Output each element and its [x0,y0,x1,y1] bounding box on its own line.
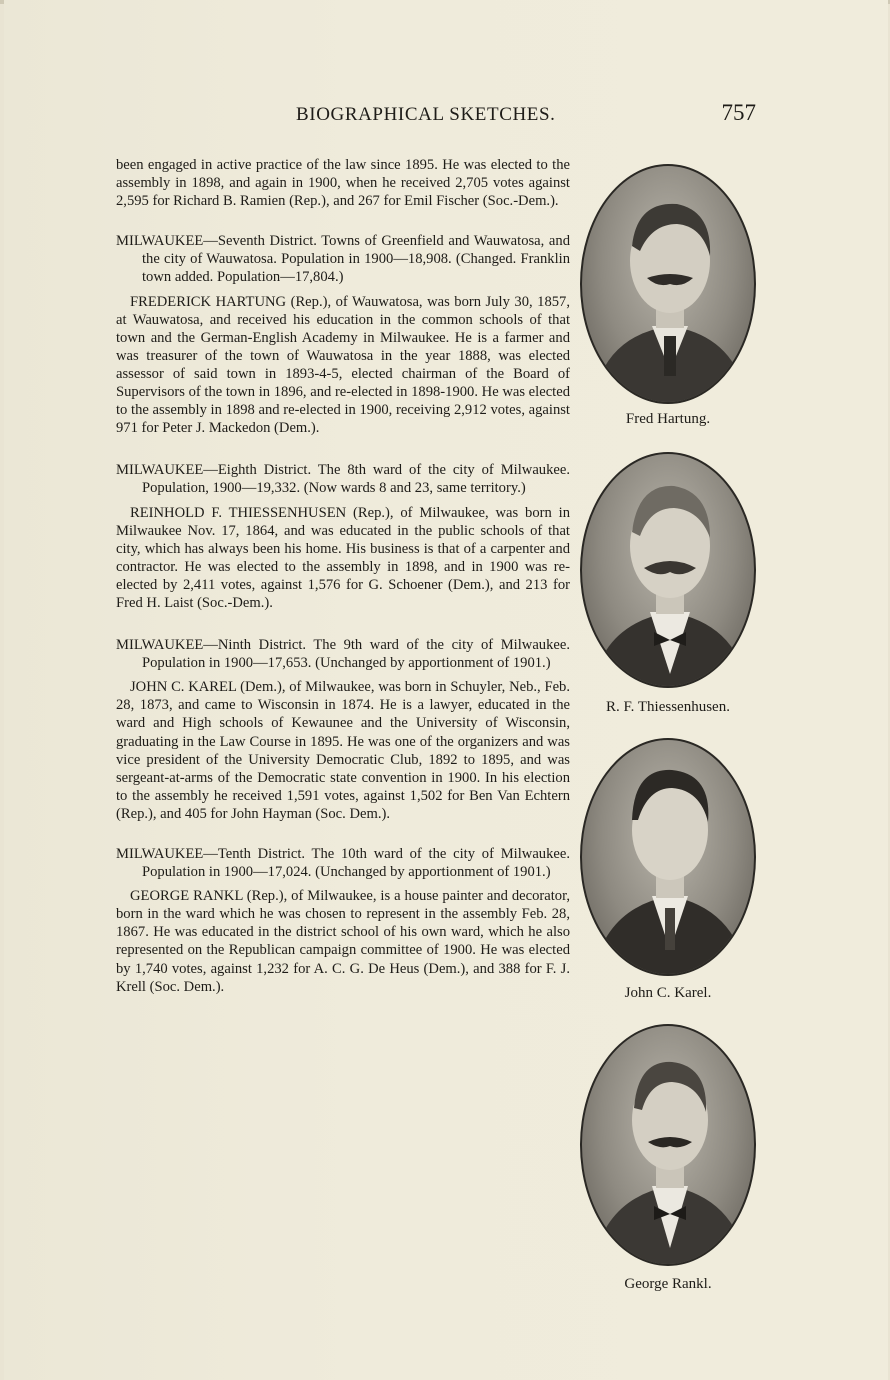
portrait-photo [580,164,756,404]
district-heading-8: MILWAUKEE—Eighth District. The 8th ward of the city of Milwaukee. Population, 1900—19,332. (Now wards 8 and 23, same territory.) [116,462,570,497]
portrait-photo [580,452,756,688]
portrait-figure-icon [582,454,756,688]
running-head: BIOGRAPHICAL SKETCHES. [296,104,556,125]
bio-karel: JOHN C. KAREL (Dem.), of Milwaukee, was born in Schuyler, Neb., Feb. 28, 1873, and came to Wisconsin in 1874. He is a lawyer, educated in the ward and High schools of Kewaunee and the University of Wisconsin, graduating in the Law Course in 1895. He was one of the organizers and was vice president of the University Democratic Club, 1892 to 1895, and was sergeant-at-arms of the Democratic state convention in 1900. In his election to the assembly he received 1,591 votes, against 1,502 for Ben Van Echtern (Rep.), and 405 for John Hayman (Soc. Dem.). [116,679,570,822]
bio-thiessenhusen: REINHOLD F. THIESSENHUSEN (Rep.), of Milwaukee, was born in Milwaukee Nov. 17, 1864, and was educated in the public schools of that city, which has always been his home. His business is that of a carpenter and contractor. He was elected to the assembly in 1898, and in 1900 was re-elected by 2,411 votes, against 1,576 for G. Schoener (Dem.), and 213 for Fred H. Laist (Soc.-Dem.). [116,504,570,611]
portrait-karel [580,738,756,976]
portrait-caption-karel: John C. Karel. [624,985,712,1001]
text-column [116,156,570,996]
page-number: 757 [721,100,756,125]
portrait-rankl [580,1024,756,1266]
portrait-figure-icon [582,166,756,404]
portrait-figure-icon [582,1026,756,1266]
bio-hartung: FREDERICK HARTUNG (Rep.), of Wauwatosa, was born July 30, 1857, at Wauwatosa, and received his education in the common schools of that town and the German-English Academy in Milwaukee. He is a farmer and was treasurer of the town of Wauwatosa in the year 1888, was elected assessor of said town in 1893-4-5, elected chairman of the Board of Supervisors of the town in 1896, and re-elected in 1898-1900. He was elected to the assembly in 1898 and re-elected in 1900, receiving 2,912 votes, against 971 for Peter J. Mackedon (Dem.). [116,293,570,437]
portrait-figure-icon [582,740,756,976]
district-heading-9: MILWAUKEE—Ninth District. The 9th ward of the city of Milwaukee. Population in 1900—17,653. (Unchanged by apportionment of 1901.) [116,637,570,672]
portrait-caption-hartung: Fred Hartung. [625,411,711,427]
portrait-caption-thiessenhusen: R. F. Thiessenhusen. [606,699,730,715]
continued-paragraph: been engaged in active practice of the law since 1895. He was elected to the assembly in 1898, and again in 1900, when he received 2,705 votes against 2,595 for Richard B. Ramien (Rep.), and 267 for Emil Fischer (Soc.-Dem.). [116,157,570,210]
portrait-hartung [580,164,756,404]
portrait-thiessenhusen [580,452,756,688]
district-heading-7: MILWAUKEE—Seventh District. Towns of Greenfield and Wauwatosa, and the city of Wauwatosa. Population in 1900—18,908. (Changed. Franklin town added. Population—17,804.) [116,233,570,286]
district-heading-10: MILWAUKEE—Tenth District. The 10th ward of the city of Milwaukee. Population in 1900—17,024. (Unchanged by apportionment of 1901.) [116,846,570,881]
bio-rankl: GEORGE RANKL (Rep.), of Milwaukee, is a house painter and decorator, born in the ward which he was chosen to represent in the assembly Feb. 28, 1867. He was educated in the district school of his own ward, which he also represented on the Republican campaign committee of 1900. He was elected by 1,740 votes, against 1,232 for A. C. G. De Heus (Dem.), and 388 for F. J. Krell (Soc. Dem.). [116,888,570,995]
portrait-photo [580,1024,756,1266]
portrait-photo [580,738,756,976]
portrait-caption-rankl: George Rankl. [624,1276,712,1292]
page-header [296,100,756,132]
